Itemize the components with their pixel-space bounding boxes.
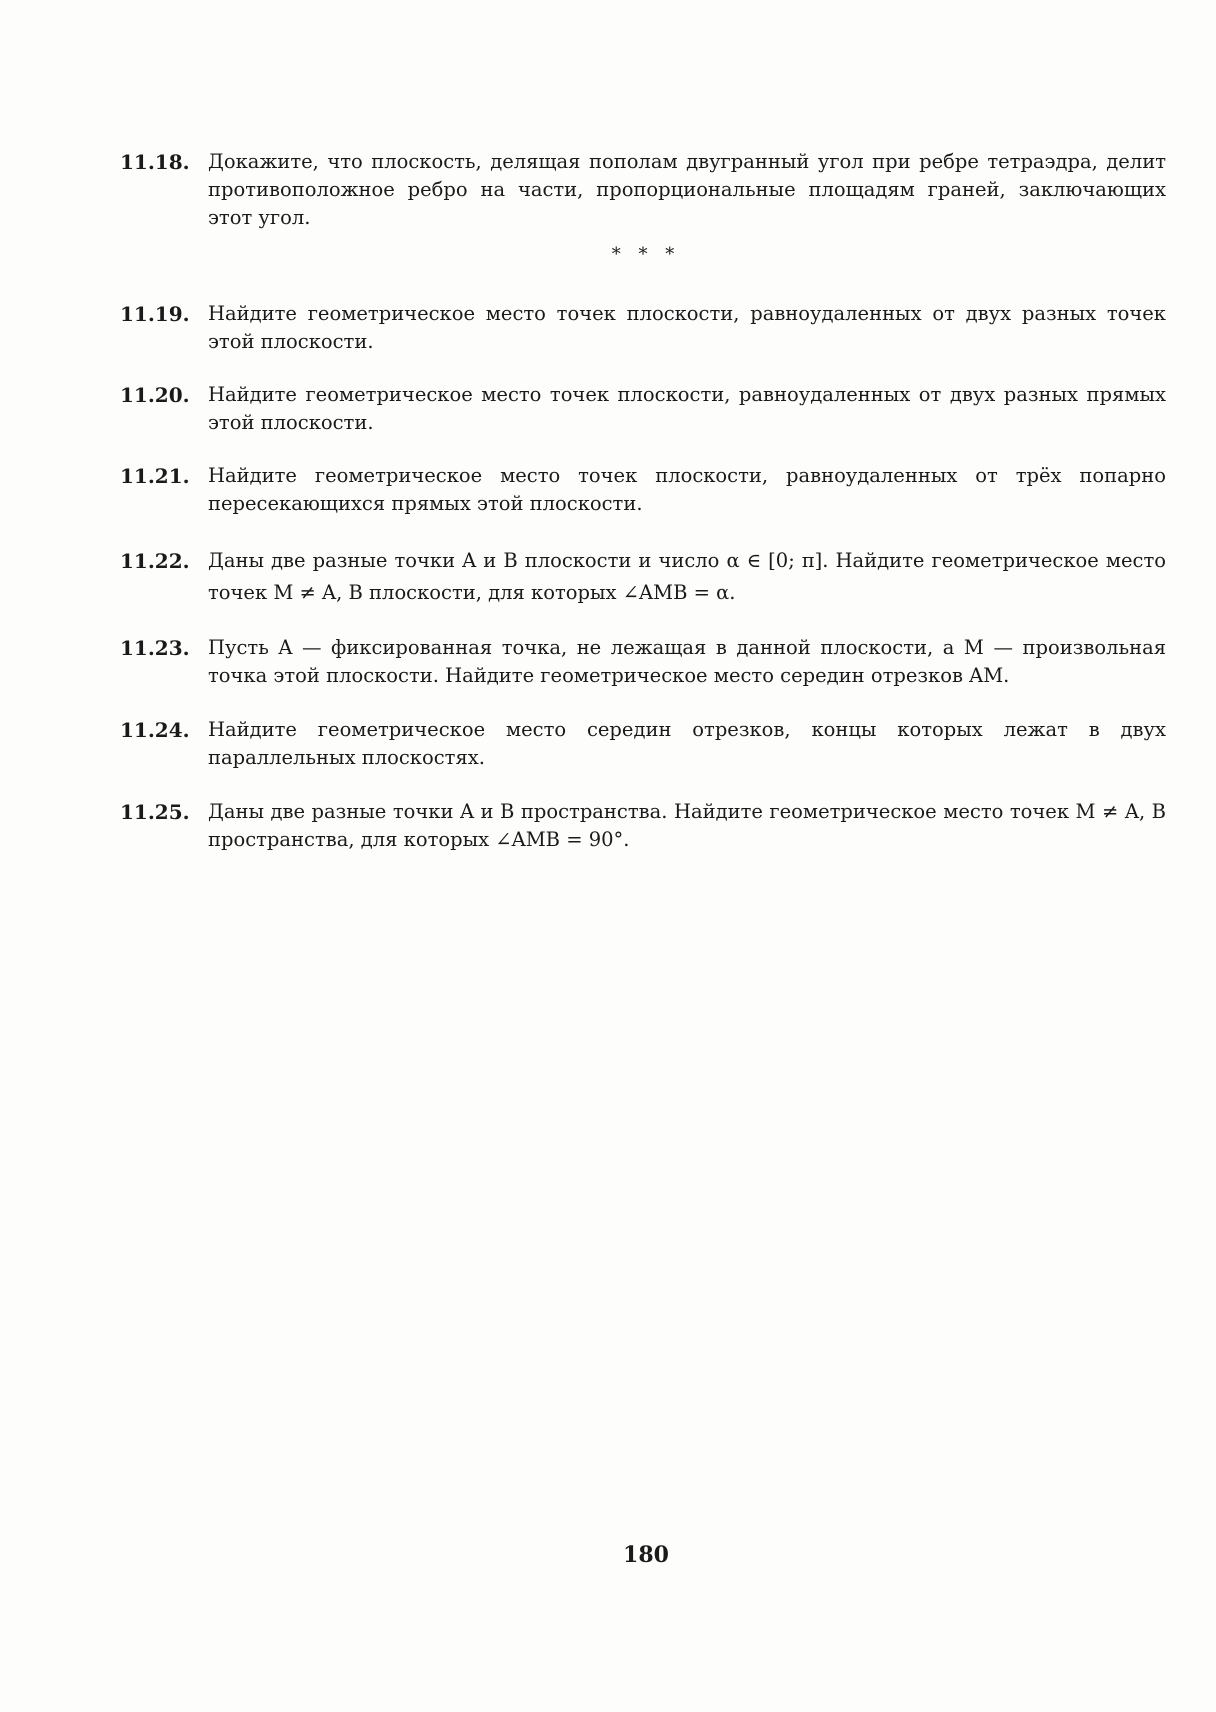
problem-number: 11.23.	[120, 636, 190, 660]
problem-11-24	[120, 716, 1166, 772]
problem-number: 11.18.	[120, 150, 190, 174]
page-number: 180	[623, 1542, 669, 1568]
problem-11-18	[120, 148, 1166, 232]
problem-11-20	[120, 381, 1166, 437]
problem-number: 11.25.	[120, 800, 190, 824]
problem-11-23	[120, 634, 1166, 690]
problem-text: Найдите геометрическое место середин отрезков, концы которых лежат в двух параллельных плоскостях.	[208, 718, 1166, 769]
problem-number: 11.21.	[120, 464, 190, 488]
problem-text: Докажите, что плоскость, делящая пополам двугранный угол при ребре тетраэдра, делит противоположное ребро на части, пропорциональные площадям граней, заключающих этот угол.	[208, 150, 1166, 229]
problem-number: 11.22.	[120, 549, 190, 573]
problem-text: Пусть A — фиксированная точка, не лежащая в данной плоскости, а M — произвольная точка этой плоскости. Найдите геометрическое место середин отрезков AM.	[208, 636, 1166, 687]
section-separator: * * *	[611, 244, 681, 265]
problem-text: Найдите геометрическое место точек плоскости, равноудаленных от двух разных точек этой плоскости.	[208, 302, 1166, 353]
problem-text: Даны две разные точки A и B пространства. Найдите геометрическое место точек M ≠ A, B пространства, для которых ∠AMB = 90°.	[208, 800, 1166, 851]
problem-number: 11.24.	[120, 718, 190, 742]
problem-11-21	[120, 462, 1166, 518]
problem-text: Найдите геометрическое место точек плоскости, равноудаленных от трёх попарно пересекающихся прямых этой плоскости.	[208, 464, 1166, 515]
problem-11-22	[120, 545, 1166, 609]
problem-number: 11.19.	[120, 302, 190, 326]
problem-number: 11.20.	[120, 383, 190, 407]
problem-text: Даны две разные точки A и B плоскости и число α ∈ [0; π]. Найдите геометрическое место точек M ≠ A, B плоскости, для которых ∠AMB = α.	[208, 549, 1166, 604]
problem-text: Найдите геометрическое место точек плоскости, равноудаленных от двух разных прямых этой плоскости.	[208, 383, 1166, 434]
problem-11-25	[120, 798, 1166, 854]
problem-11-19	[120, 300, 1166, 356]
